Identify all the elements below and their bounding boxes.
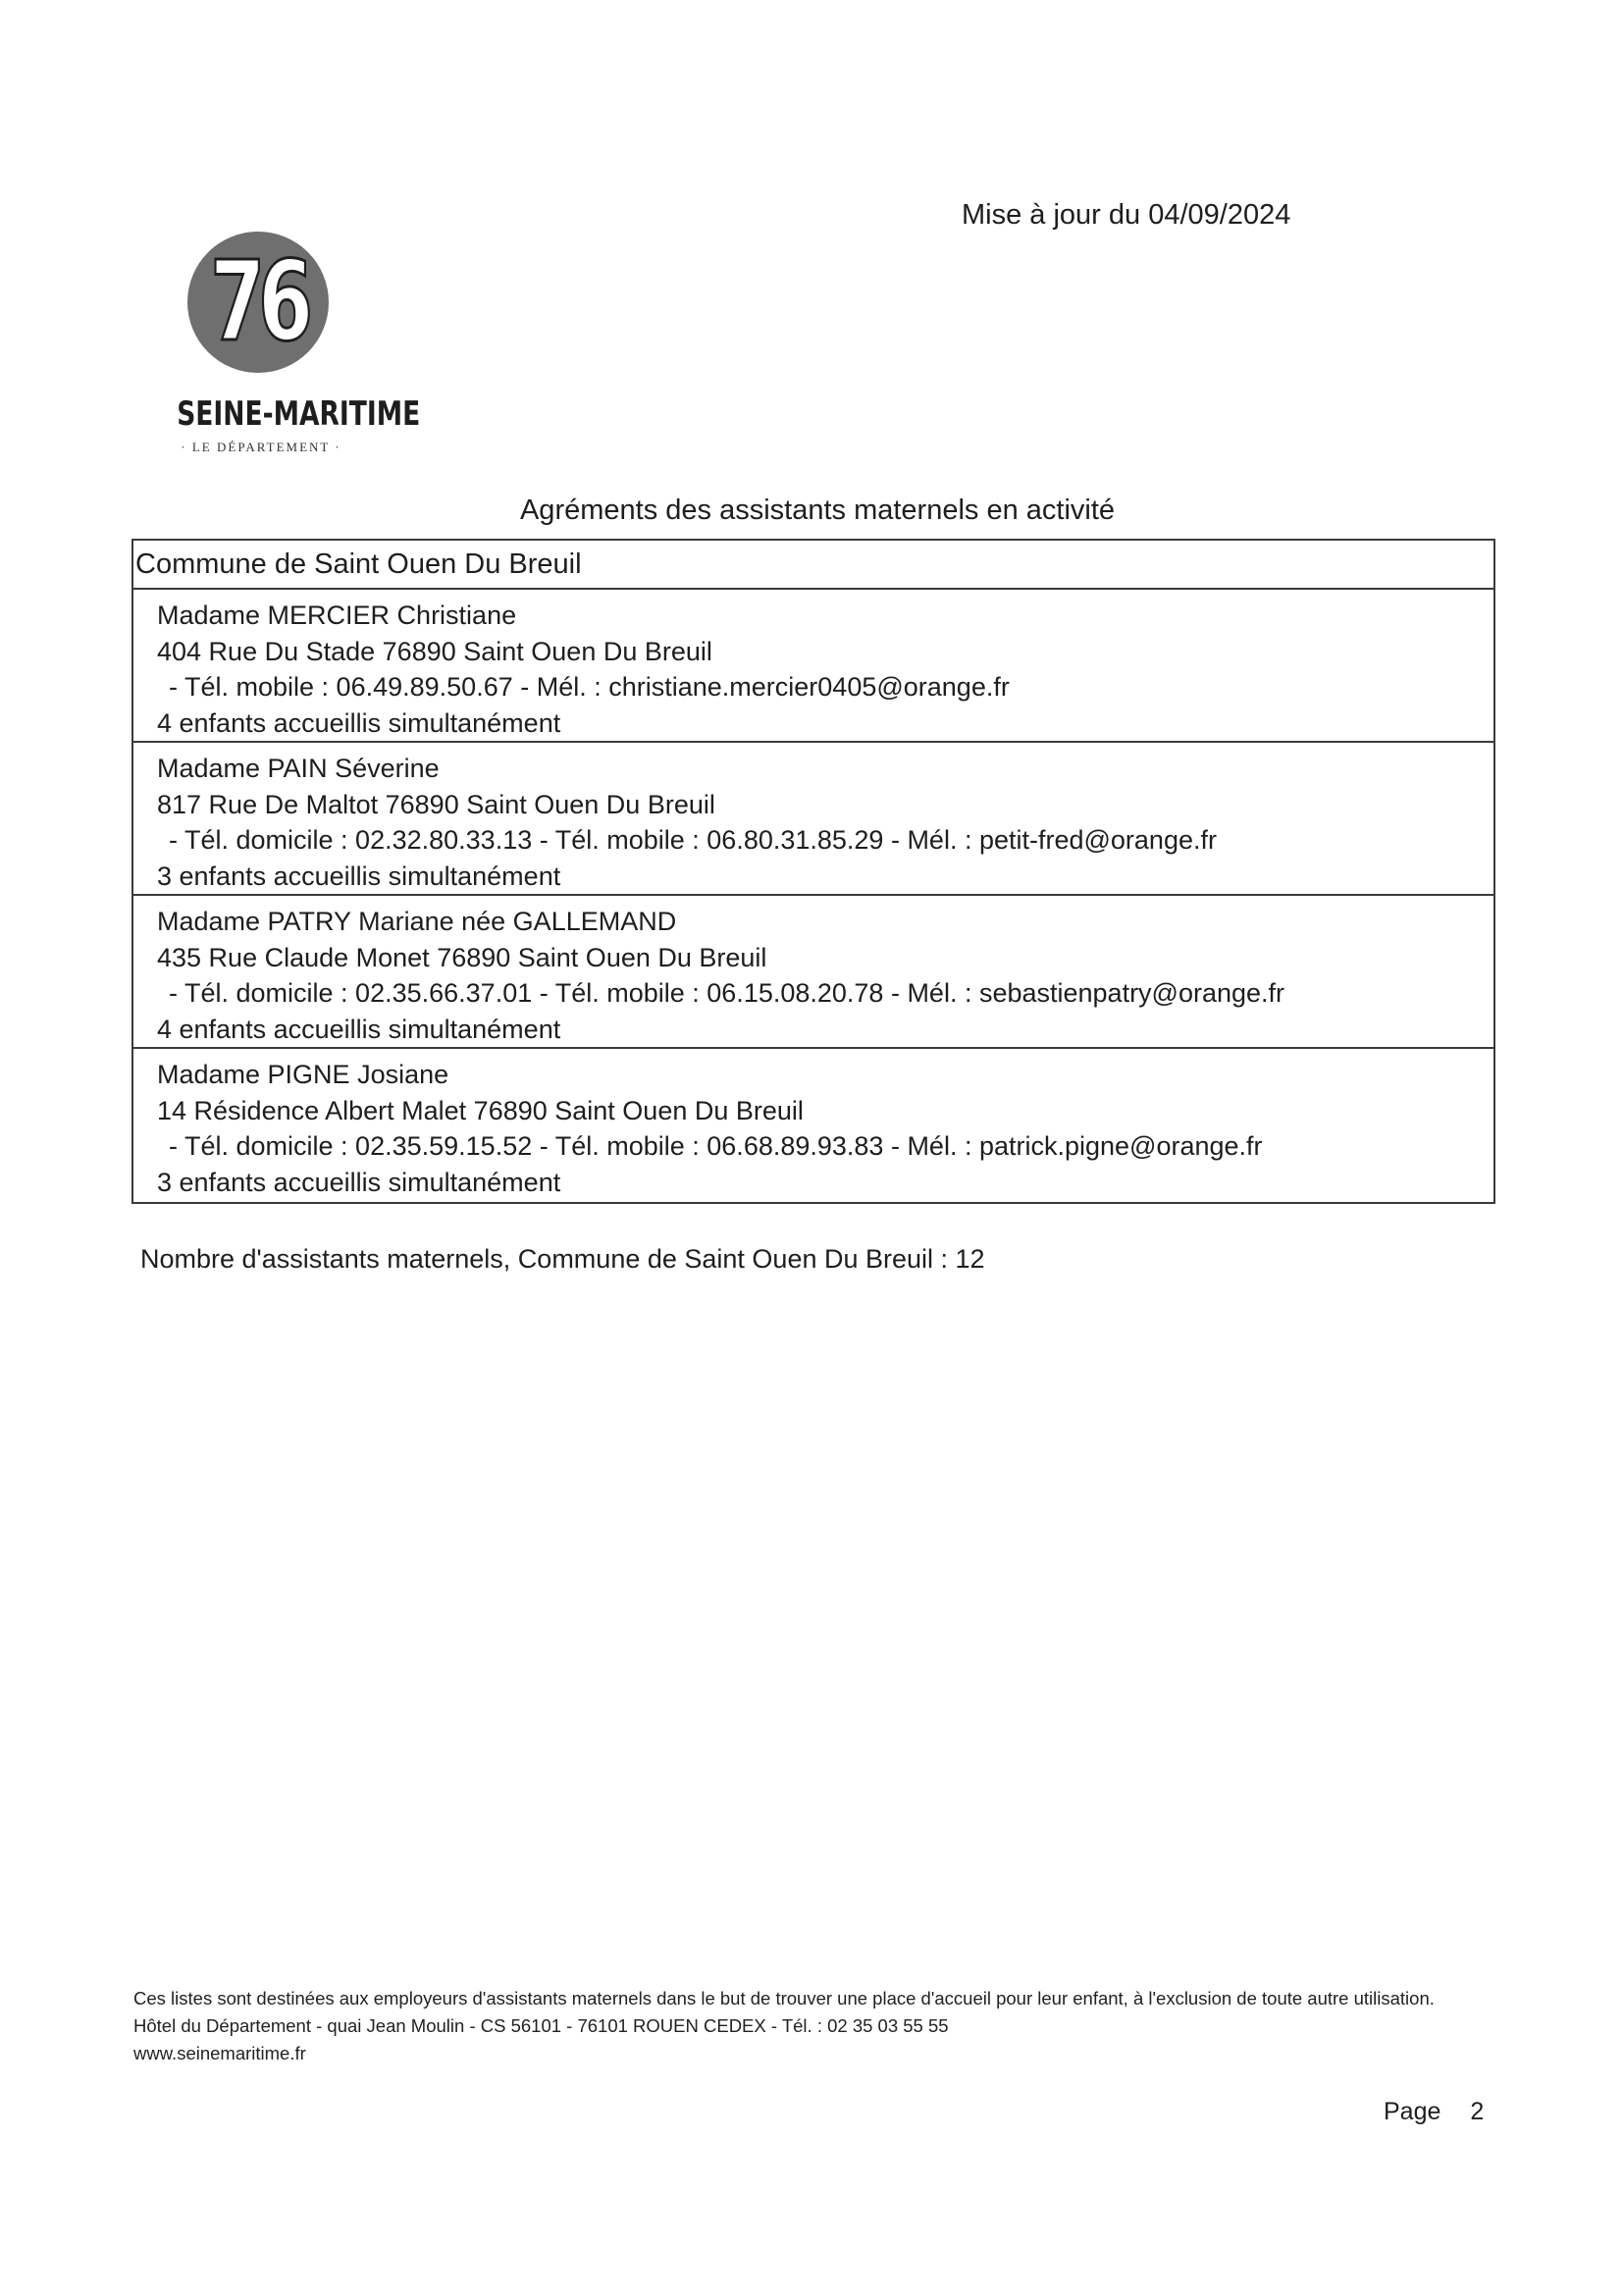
footer (133, 1985, 1507, 2067)
assistant-capacity: 4 enfants accueillis simultanément (157, 1014, 561, 1044)
assistant-name: Madame PAIN Séverine (157, 754, 440, 783)
footer-address: Hôtel du Département - quai Jean Moulin - CS 56101 - 76101 ROUEN CEDEX - Tél. : 02 35 03 55 55 (133, 2015, 949, 2036)
page-value: 2 (1470, 2098, 1485, 2125)
department-logo (153, 232, 421, 467)
assistant-capacity: 3 enfants accueillis simultanément (157, 861, 561, 891)
assistant-contact: - Tél. mobile : 06.49.89.50.67 - Mél. : christiane.mercier0405@orange.fr (169, 672, 1010, 702)
assistants-count-summary: Nombre d'assistants maternels, Commune de Saint Ouen Du Breuil : 12 (140, 1244, 985, 1274)
assistant-capacity: 4 enfants accueillis simultanément (157, 707, 561, 738)
logo-subtitle: · LE DÉPARTEMENT · (181, 440, 341, 454)
assistant-name: Madame PIGNE Josiane (157, 1060, 449, 1089)
assistant-entry (133, 743, 1493, 896)
page-number (1384, 2098, 1484, 2126)
update-date: Mise à jour du 04/09/2024 (962, 199, 1291, 231)
assistant-contact: - Tél. domicile : 02.35.66.37.01 - Tél. mobile : 06.15.08.20.78 - Mél. : sebastienpatry@orange.fr (169, 978, 1285, 1008)
assistant-contact: - Tél. domicile : 02.32.80.33.13 - Tél. mobile : 06.80.31.85.29 - Mél. : petit-fred@orange.fr (169, 825, 1217, 855)
assistant-name: Madame PATRY Mariane née GALLEMAND (157, 907, 677, 936)
footer-website: www.seinemaritime.fr (133, 2043, 306, 2063)
assistant-address: 817 Rue De Maltot 76890 Saint Ouen Du Breuil (157, 789, 715, 819)
document-title: Agréments des assistants maternels en activité (519, 495, 1116, 526)
assistant-address: 14 Résidence Albert Malet 76890 Saint Ouen Du Breuil (157, 1095, 804, 1125)
assistant-name: Madame MERCIER Christiane (157, 600, 517, 630)
page-label: Page (1384, 2098, 1441, 2125)
logo-brand: SEINE-MARITIME (177, 394, 421, 434)
assistant-entry (133, 1049, 1493, 1202)
assistants-table (131, 539, 1495, 1204)
assistant-entry (133, 896, 1493, 1049)
assistant-entry (133, 590, 1493, 743)
assistant-address: 435 Rue Claude Monet 76890 Saint Ouen Du Breuil (157, 942, 767, 972)
logo-number: 76 (210, 238, 306, 366)
footer-disclaimer: Ces listes sont destinées aux employeurs d'assistants maternels dans le but de trouver une place d'accueil pour leur enfant, à l'exclusion de toute autre utilisation. (133, 1988, 1435, 2009)
assistant-capacity: 3 enfants accueillis simultanément (157, 1167, 561, 1197)
assistant-contact: - Tél. domicile : 02.35.59.15.52 - Tél. mobile : 06.68.89.93.83 - Mél. : patrick.pigne@orange.fr (169, 1131, 1263, 1161)
commune-header: Commune de Saint Ouen Du Breuil (133, 541, 1493, 590)
assistant-address: 404 Rue Du Stade 76890 Saint Ouen Du Breuil (157, 636, 712, 666)
